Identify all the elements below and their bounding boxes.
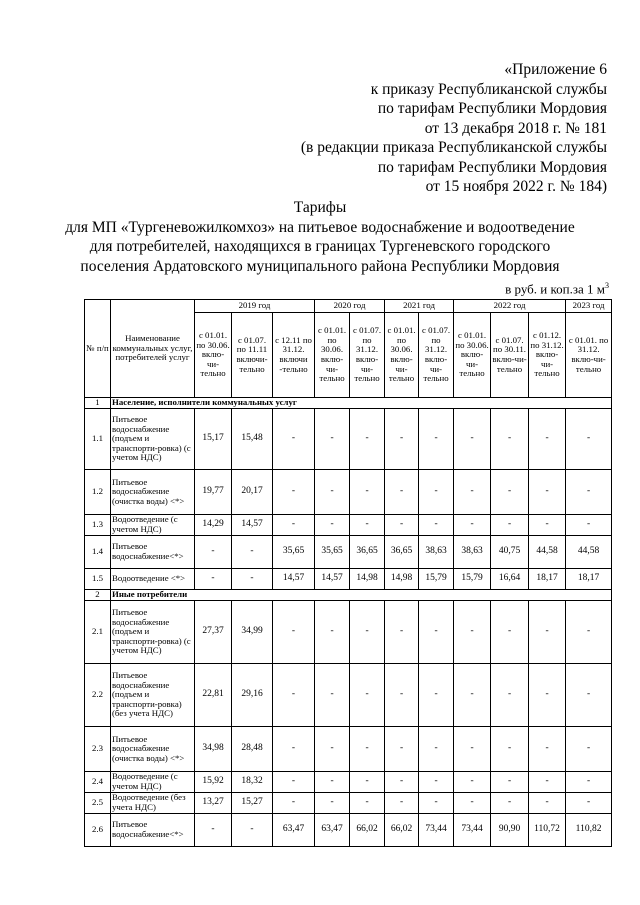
tariff-cell: 44,58: [529, 536, 566, 569]
tariff-cell: -: [566, 664, 612, 727]
tariff-cell: -: [566, 772, 612, 793]
units-note: [505, 281, 609, 297]
tariff-cell: -: [491, 601, 529, 664]
tariff-cell: -: [419, 664, 454, 727]
tariff-cell: 38,63: [419, 536, 454, 569]
tariff-cell: 14,29: [195, 515, 232, 536]
tariff-cell: -: [315, 793, 350, 814]
tariff-cell: -: [273, 515, 315, 536]
header-period: с 01.07. по 30.11. вклю-чи-тельно: [491, 313, 529, 398]
row-service-name: Водоотведение <*>: [111, 569, 195, 590]
title-heading: Тарифы: [293, 199, 347, 216]
table-row: [85, 664, 612, 727]
tariff-cell: -: [491, 515, 529, 536]
row-service-name: Питьевое водоснабжение<*>: [111, 536, 195, 569]
tariff-cell: -: [350, 470, 385, 515]
tariff-cell: 36,65: [385, 536, 419, 569]
appendix-line: к приказу Республиканской службы: [370, 80, 607, 98]
tariff-cell: 44,58: [566, 536, 612, 569]
tariff-cell: -: [454, 601, 491, 664]
units-text: в руб. и коп.за 1 м: [505, 281, 605, 297]
tariff-cell: 14,57: [315, 569, 350, 590]
header-year: 2022 год: [454, 300, 566, 313]
tariff-cell: 15,17: [195, 409, 232, 470]
table-header: [85, 300, 612, 398]
tariff-cell: -: [529, 664, 566, 727]
appendix-line: по тарифам Республики Мордовия: [377, 100, 607, 117]
tariff-cell: -: [454, 515, 491, 536]
tariff-cell: -: [529, 727, 566, 772]
tariff-cell: -: [273, 409, 315, 470]
tariff-cell: -: [529, 470, 566, 515]
tariff-cell: -: [491, 772, 529, 793]
tariff-cell: -: [315, 601, 350, 664]
tariff-cell: -: [350, 409, 385, 470]
table-row: [85, 515, 612, 536]
table-row: [85, 727, 612, 772]
row-num: 2.1: [85, 601, 111, 664]
header-num: № п/п: [85, 300, 111, 398]
tariff-cell: -: [419, 409, 454, 470]
tariff-cell: -: [273, 664, 315, 727]
section-row: [85, 398, 612, 409]
tariff-cell: -: [529, 515, 566, 536]
tariff-cell: -: [419, 470, 454, 515]
tariff-cell: -: [385, 793, 419, 814]
table-row: [85, 569, 612, 590]
title-line: поселения Ардатовского муниципального района Республики Мордовия: [80, 257, 560, 275]
tariff-cell: -: [491, 793, 529, 814]
appendix-line: по тарифам Республики Мордовия: [377, 158, 607, 176]
tariff-cell: 34,98: [195, 727, 232, 772]
tariff-cell: -: [315, 727, 350, 772]
tariff-cell: -: [195, 814, 232, 847]
tariff-cell: -: [454, 793, 491, 814]
table-body: [85, 398, 612, 847]
section-name: Население, исполнители коммунальных услуг: [111, 398, 612, 409]
tariff-cell: 73,44: [454, 814, 491, 847]
tariff-cell: -: [350, 515, 385, 536]
header-period: с 01.07. по 11.11 включи-тельно: [232, 313, 273, 398]
tariff-cell: -: [273, 601, 315, 664]
tariff-cell: -: [273, 727, 315, 772]
tariff-cell: 110,72: [529, 814, 566, 847]
header-period: с 12.11 по 31.12. включи -тельно: [273, 313, 315, 398]
header-period: с 01.01. по 30.06. вклю-чи-тельно: [195, 313, 232, 398]
section-num: 2: [85, 590, 111, 601]
row-num: 2.2: [85, 664, 111, 727]
tariff-cell: -: [491, 470, 529, 515]
row-num: 1.1: [85, 409, 111, 470]
row-service-name: Питьевое водоснабжение (подъем и транспорти-ровка) (с учетом НДС): [111, 601, 195, 664]
tariff-cell: 19,77: [195, 470, 232, 515]
tariff-cell: 14,98: [385, 569, 419, 590]
tariff-cell: -: [454, 470, 491, 515]
tariff-cell: 90,90: [491, 814, 529, 847]
header-period: с 01.01. по 30.06. вклю-чи-тельно: [385, 313, 419, 398]
tariff-table: [84, 299, 612, 847]
tariff-cell: 14,57: [273, 569, 315, 590]
tariff-cell: -: [454, 409, 491, 470]
tariff-cell: -: [566, 470, 612, 515]
header-period: с 01.01. по 30.06. вклю-чи-тельно: [454, 313, 491, 398]
tariff-cell: -: [419, 601, 454, 664]
tariff-cell: 73,44: [419, 814, 454, 847]
tariff-cell: -: [315, 664, 350, 727]
tariff-cell: -: [315, 515, 350, 536]
table-row: [85, 814, 612, 847]
row-service-name: Питьевое водоснабжение (подъем и транспорти-ровка) (без учета НДС): [111, 664, 195, 727]
tariff-cell: -: [529, 601, 566, 664]
tariff-cell: -: [385, 515, 419, 536]
tariff-cell: 18,17: [529, 569, 566, 590]
tariff-cell: 18,32: [232, 772, 273, 793]
row-num: 2.5: [85, 793, 111, 814]
tariff-cell: -: [454, 664, 491, 727]
header-year: 2020 год: [315, 300, 385, 313]
tariff-cell: -: [273, 793, 315, 814]
header-row-years: [85, 300, 612, 313]
tariff-cell: 13,27: [195, 793, 232, 814]
tariff-cell: -: [419, 793, 454, 814]
tariff-cell: 14,57: [232, 515, 273, 536]
table-row: [85, 470, 612, 515]
tariff-cell: 63,47: [315, 814, 350, 847]
tariff-cell: 15,79: [419, 569, 454, 590]
row-num: 1.3: [85, 515, 111, 536]
tariff-cell: -: [419, 772, 454, 793]
tariff-cell: 15,79: [454, 569, 491, 590]
tariff-cell: -: [273, 772, 315, 793]
tariff-cell: -: [566, 793, 612, 814]
tariff-cell: -: [454, 772, 491, 793]
tariff-cell: 36,65: [350, 536, 385, 569]
header-period: с 01.12. по 31.12. вклю-чи-тельно: [529, 313, 566, 398]
section-row: [85, 590, 612, 601]
header-name: Наименование коммунальных услуг, потребителей услуг: [111, 300, 195, 398]
tariff-cell: 40,75: [491, 536, 529, 569]
tariff-cell: 28,48: [232, 727, 273, 772]
tariff-cell: -: [529, 793, 566, 814]
tariff-cell: 29,16: [232, 664, 273, 727]
title-line: для МП «Тургеневожилкомхоз» на питьевое водоснабжение и водоотведение: [65, 218, 575, 236]
section-num: 1: [85, 398, 111, 409]
tariff-cell: 63,47: [273, 814, 315, 847]
tariff-cell: -: [232, 536, 273, 569]
tariff-cell: -: [385, 601, 419, 664]
document-title: [0, 198, 640, 276]
tariff-cell: -: [315, 772, 350, 793]
row-service-name: Питьевое водоснабжение (очистка воды) <*>: [111, 727, 195, 772]
row-num: 1.2: [85, 470, 111, 515]
tariff-cell: 15,27: [232, 793, 273, 814]
tariff-cell: 27,37: [195, 601, 232, 664]
tariff-cell: -: [315, 470, 350, 515]
header-period: с 01.07. по 31.12. вклю-чи-тельно: [419, 313, 454, 398]
row-service-name: Питьевое водоснабжение<*>: [111, 814, 195, 847]
table-row: [85, 409, 612, 470]
tariff-cell: 110,82: [566, 814, 612, 847]
tariff-cell: 38,63: [454, 536, 491, 569]
appendix-line: от 13 декабря 2018 г. № 181: [424, 119, 607, 137]
tariff-cell: 22,81: [195, 664, 232, 727]
tariff-cell: 20,17: [232, 470, 273, 515]
tariff-cell: -: [195, 569, 232, 590]
row-service-name: Питьевое водоснабжение (подъем и транспорти-ровка) (с учетом НДС): [111, 409, 195, 470]
tariff-cell: -: [454, 727, 491, 772]
row-num: 2.6: [85, 814, 111, 847]
tariff-cell: -: [491, 664, 529, 727]
tariff-cell: 34,99: [232, 601, 273, 664]
header-period: с 01.01. по 31.12. вклю-чи-тельно: [566, 313, 612, 398]
tariff-cell: -: [419, 727, 454, 772]
tariff-cell: -: [566, 601, 612, 664]
tariff-cell: -: [419, 515, 454, 536]
row-num: 2.4: [85, 772, 111, 793]
tariff-cell: -: [350, 793, 385, 814]
tariff-cell: 66,02: [350, 814, 385, 847]
appendix-header: [301, 60, 607, 197]
tariff-cell: 35,65: [273, 536, 315, 569]
table-row: [85, 601, 612, 664]
tariff-cell: -: [350, 601, 385, 664]
tariff-cell: 15,48: [232, 409, 273, 470]
tariff-cell: -: [529, 772, 566, 793]
tariff-cell: -: [491, 727, 529, 772]
header-year: 2023 год: [566, 300, 612, 313]
tariff-cell: 14,98: [350, 569, 385, 590]
section-name: Иные потребители: [111, 590, 612, 601]
tariff-cell: -: [385, 470, 419, 515]
tariff-cell: -: [350, 664, 385, 727]
tariff-cell: 35,65: [315, 536, 350, 569]
tariff-cell: -: [315, 409, 350, 470]
tariff-cell: -: [350, 772, 385, 793]
tariff-cell: -: [566, 409, 612, 470]
title-line: для потребителей, находящихся в границах Тургеневского городского: [89, 238, 551, 255]
appendix-line: (в редакции приказа Республиканской службы: [300, 139, 607, 156]
tariff-cell: -: [385, 772, 419, 793]
row-service-name: Водоотведение (с учетом НДС): [111, 515, 195, 536]
tariff-cell: -: [385, 727, 419, 772]
header-year: 2019 год: [195, 300, 315, 313]
header-year: 2021 год: [385, 300, 454, 313]
tariff-cell: -: [232, 569, 273, 590]
row-num: 1.4: [85, 536, 111, 569]
row-num: 1.5: [85, 569, 111, 590]
tariff-cell: -: [566, 515, 612, 536]
header-period: с 01.01. по 30.06. вклю-чи-тельно: [315, 313, 350, 398]
row-num: 2.3: [85, 727, 111, 772]
tariff-cell: -: [491, 409, 529, 470]
tariff-cell: -: [350, 727, 385, 772]
tariff-cell: 66,02: [385, 814, 419, 847]
appendix-line: «Приложение 6: [504, 61, 607, 78]
appendix-line: от 15 ноября 2022 г. № 184): [425, 178, 607, 195]
row-service-name: Питьевое водоснабжение (очистка воды) <*>: [111, 470, 195, 515]
table-row: [85, 536, 612, 569]
units-superscript: 3: [605, 281, 609, 290]
tariff-cell: 15,92: [195, 772, 232, 793]
tariff-cell: -: [529, 409, 566, 470]
tariff-cell: 16,64: [491, 569, 529, 590]
tariff-cell: -: [232, 814, 273, 847]
header-period: с 01.07. по 31.12. вклю-чи-тельно: [350, 313, 385, 398]
row-service-name: Водоотведение (с учетом НДС): [111, 772, 195, 793]
table-row: [85, 793, 612, 814]
row-service-name: Водоотведение (без учета НДС): [111, 793, 195, 814]
tariff-cell: -: [566, 727, 612, 772]
tariff-cell: -: [195, 536, 232, 569]
tariff-cell: -: [385, 664, 419, 727]
table-row: [85, 772, 612, 793]
tariff-cell: -: [385, 409, 419, 470]
tariff-cell: 18,17: [566, 569, 612, 590]
tariff-cell: -: [273, 470, 315, 515]
